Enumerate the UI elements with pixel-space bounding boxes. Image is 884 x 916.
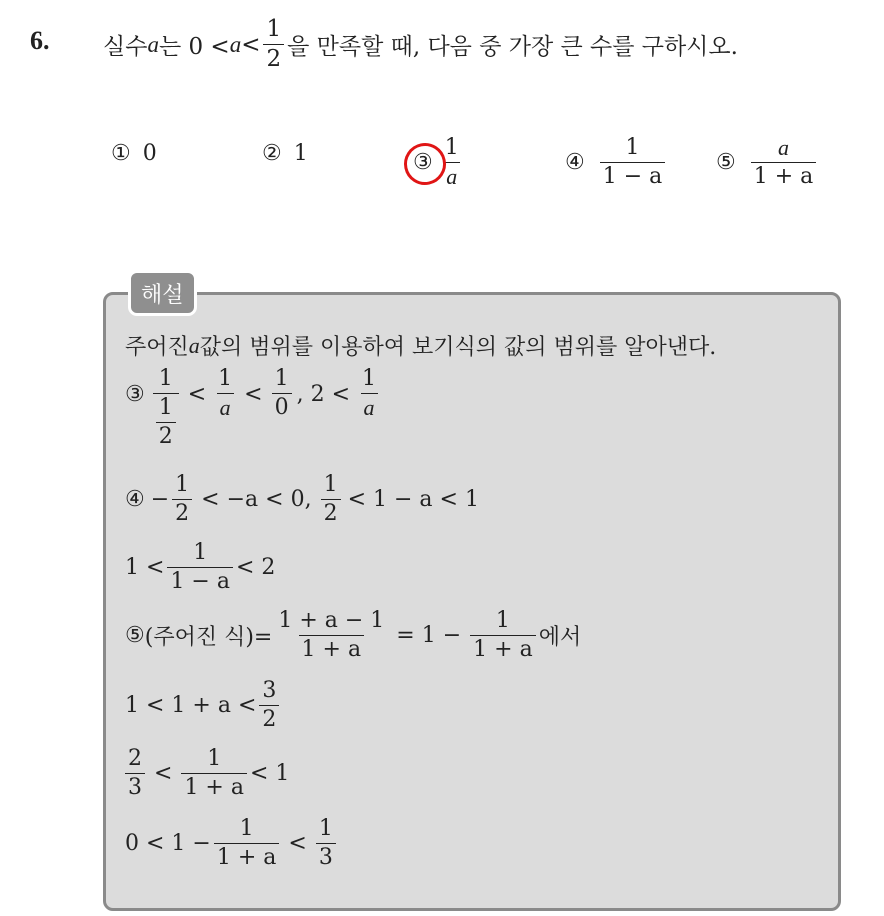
choice-mark: ② (262, 141, 282, 166)
solution-step-5b: 1 < 1 + a < $\frac{3}{2}$ (125, 680, 282, 731)
solution-step-5a: ⑤ (주어진 식)= $\frac{1 + a - 1}{1 + a}$ = 1 − $\frac{1}{1 + a}$ 에서 (125, 608, 582, 662)
question-post: 을 만족할 때, 다음 중 가장 큰 수를 구하시오. (287, 34, 738, 60)
choice-value: 1 (293, 141, 308, 166)
choice-2[interactable] (262, 141, 308, 166)
solution-intro: 주어진 a 값의 범위를 이용하여 보기식의 값의 범위를 알아낸다. (125, 332, 717, 360)
choice-mark: ③ (413, 150, 433, 175)
fraction-one-half (263, 18, 284, 71)
solution-step-5d: 0 < 1 − $\frac{1}{1 + a}$ < $\frac{1}{3}$ (125, 818, 339, 869)
fraction-one-over-half: $\frac{1}{\frac{1}{2}}$ (153, 368, 179, 448)
choice-4[interactable] (565, 137, 668, 188)
choice-mark: ① (111, 141, 131, 166)
solution-step-5c: $\frac{2}{3}$ < $\frac{1}{1 + a}$ < 1 (125, 748, 289, 799)
fraction-numerator: 1 (266, 16, 282, 42)
solution-step-4a: ④ − $\frac{1}{2}$ < −a < 0, $\frac{1}{2}$ < 1 − a < 1 (125, 472, 479, 526)
solution-tab: 해설 (128, 270, 197, 316)
less-than: < (241, 31, 261, 58)
variable-a: a (229, 31, 242, 57)
choice-3[interactable] (413, 137, 465, 188)
choice-fraction: $\frac{1}{1 - a}$ (600, 137, 666, 188)
question-number: 6. (30, 26, 50, 55)
question-text (103, 18, 738, 71)
question-pre: 실수 (103, 34, 148, 60)
choice-5[interactable] (716, 137, 819, 188)
solution-step-3: ③ $\frac{1}{\frac{1}{2}}$ < $\frac{1}{a}$ < $\frac{1}{0}$ , 2 < $\frac{1}{a}$ (125, 366, 377, 449)
choice-fraction: $\frac{1}{a}$ (444, 135, 459, 189)
fraction-denominator: 2 (263, 44, 284, 71)
choice-1[interactable] (111, 141, 157, 166)
choice-mark: ⑤ (716, 150, 736, 175)
choice-fraction: $\frac{a}{1 + a}$ (751, 137, 817, 188)
choice-value: 0 (142, 141, 157, 166)
solution-step-4b: 1 < $\frac{1}{1 - a}$ < 2 (125, 540, 276, 594)
question-mid: 는 0 < (158, 34, 230, 60)
choice-mark: ④ (565, 150, 585, 175)
variable-a: a (147, 31, 159, 57)
